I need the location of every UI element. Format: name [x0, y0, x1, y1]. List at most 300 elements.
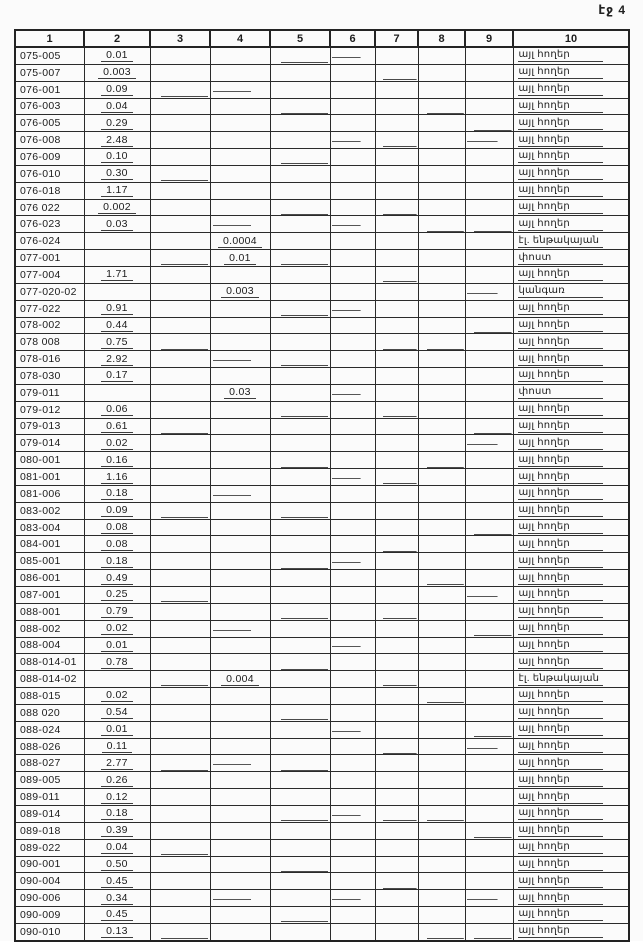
value-cell-col3 — [150, 839, 210, 856]
parcel-code-cell — [15, 216, 84, 233]
value-cell-col9 — [465, 822, 513, 839]
value-cell-col6 — [330, 233, 375, 250]
table-row — [15, 435, 629, 452]
value-cell-col9 — [465, 98, 513, 115]
table-row — [15, 165, 629, 182]
value-cell-col8 — [418, 266, 465, 283]
value-cell-col9 — [465, 519, 513, 536]
area-value: 0.09 — [101, 504, 133, 517]
value-cell-col4 — [210, 149, 270, 166]
value-cell-col3 — [150, 856, 210, 873]
value-cell-col4 — [210, 873, 270, 890]
parcel-code: 088 020 — [20, 706, 61, 719]
parcel-code: 090-004 — [20, 875, 61, 888]
value-cell-col3 — [150, 620, 210, 637]
parcel-code: 076-018 — [20, 184, 61, 197]
area-value: 0.18 — [101, 555, 133, 568]
value-cell-col3 — [150, 671, 210, 688]
value-cell-col3 — [150, 115, 210, 132]
parcel-code-cell — [15, 452, 84, 469]
value-cell-col5 — [270, 839, 330, 856]
value-cell-col4 — [210, 519, 270, 536]
value-cell-col6 — [330, 704, 375, 721]
land-type-cell — [513, 81, 629, 98]
parcel-code: 075-005 — [20, 49, 61, 62]
land-parcel-table — [14, 29, 630, 942]
value-cell-col5 — [270, 435, 330, 452]
value-cell-col2 — [84, 266, 150, 283]
value-cell-col9 — [465, 334, 513, 351]
area-value: 0.18 — [101, 487, 133, 500]
table-row — [15, 317, 629, 334]
value-cell-col7 — [375, 502, 418, 519]
value-cell-col7 — [375, 603, 418, 620]
value-cell-col9 — [465, 384, 513, 401]
parcel-code-cell — [15, 283, 84, 300]
value-cell-col8 — [418, 98, 465, 115]
value-cell-col8 — [418, 553, 465, 570]
parcel-code: 081-006 — [20, 487, 61, 500]
table-row — [15, 856, 629, 873]
table-row — [15, 755, 629, 772]
land-type-cell — [513, 890, 629, 907]
parcel-code: 088-024 — [20, 723, 61, 736]
value-cell-col5 — [270, 81, 330, 98]
value-cell-col3 — [150, 250, 210, 267]
land-type-text: այլ հողեր — [518, 572, 603, 585]
land-type-text: այլ հողեր — [518, 369, 603, 382]
parcel-code-cell — [15, 502, 84, 519]
value-cell-col3 — [150, 923, 210, 940]
value-cell-col8 — [418, 401, 465, 418]
value-cell-col6 — [330, 637, 375, 654]
value-cell-col7 — [375, 620, 418, 637]
table-row — [15, 637, 629, 654]
land-type-text: այլ հողեր — [518, 521, 603, 534]
value-cell-col2 — [84, 115, 150, 132]
value-cell-col9 — [465, 620, 513, 637]
value-cell-col6 — [330, 64, 375, 81]
value-cell-col8 — [418, 317, 465, 334]
value-cell-col5 — [270, 401, 330, 418]
parcel-code: 076-010 — [20, 167, 61, 180]
table-body — [15, 47, 629, 941]
value-cell-col2 — [84, 368, 150, 385]
value-cell-col4 — [210, 115, 270, 132]
value-cell-col9 — [465, 856, 513, 873]
value-cell-col9 — [465, 216, 513, 233]
value-cell-col3 — [150, 890, 210, 907]
table-row — [15, 536, 629, 553]
area-value: 0.01 — [101, 639, 133, 652]
value-cell-col9 — [465, 300, 513, 317]
value-cell-col2 — [84, 47, 150, 64]
value-cell-col5 — [270, 654, 330, 671]
parcel-code-cell — [15, 300, 84, 317]
value-cell-col3 — [150, 81, 210, 98]
table-row — [15, 132, 629, 149]
area-value: 0.03 — [224, 386, 256, 399]
value-cell-col3 — [150, 300, 210, 317]
area-value: 0.09 — [101, 83, 133, 96]
value-cell-col2 — [84, 81, 150, 98]
land-type-cell — [513, 536, 629, 553]
value-cell-col2 — [84, 856, 150, 873]
area-value: 1.71 — [101, 268, 133, 281]
value-cell-col7 — [375, 266, 418, 283]
value-cell-col4 — [210, 469, 270, 486]
area-value: 0.91 — [101, 302, 133, 315]
value-cell-col8 — [418, 115, 465, 132]
column-header-4: 4 — [210, 30, 270, 47]
value-cell-col5 — [270, 873, 330, 890]
parcel-code: 087-001 — [20, 588, 61, 601]
area-value: 0.54 — [101, 706, 133, 719]
land-type-text: այլ հողեր — [518, 807, 603, 820]
value-cell-col6 — [330, 283, 375, 300]
table-row — [15, 704, 629, 721]
table-row — [15, 300, 629, 317]
land-type-text: այլ հողեր — [518, 824, 603, 837]
value-cell-col9 — [465, 671, 513, 688]
value-cell-col6 — [330, 250, 375, 267]
parcel-code-cell — [15, 81, 84, 98]
area-value: 0.78 — [101, 656, 133, 669]
area-value: 0.02 — [101, 622, 133, 635]
land-type-text: այլ հողեր — [518, 639, 603, 652]
value-cell-col5 — [270, 570, 330, 587]
value-cell-col4 — [210, 165, 270, 182]
value-cell-col7 — [375, 654, 418, 671]
land-type-cell — [513, 199, 629, 216]
value-cell-col4 — [210, 688, 270, 705]
value-cell-col3 — [150, 822, 210, 839]
value-cell-col3 — [150, 536, 210, 553]
value-cell-col4 — [210, 603, 270, 620]
value-cell-col2 — [84, 772, 150, 789]
value-cell-col8 — [418, 485, 465, 502]
value-cell-col2 — [84, 536, 150, 553]
table-row — [15, 418, 629, 435]
value-cell-col9 — [465, 317, 513, 334]
value-cell-col8 — [418, 671, 465, 688]
value-cell-col3 — [150, 721, 210, 738]
value-cell-col7 — [375, 704, 418, 721]
value-cell-col3 — [150, 418, 210, 435]
parcel-code-cell — [15, 839, 84, 856]
value-cell-col2 — [84, 132, 150, 149]
parcel-code: 083-004 — [20, 521, 61, 534]
land-type-text: փոստ — [518, 252, 603, 265]
land-type-cell — [513, 637, 629, 654]
value-cell-col6 — [330, 452, 375, 469]
value-cell-col9 — [465, 890, 513, 907]
value-cell-col3 — [150, 907, 210, 924]
parcel-code: 080-001 — [20, 454, 61, 467]
parcel-code: 076-023 — [20, 218, 61, 231]
parcel-code-cell — [15, 688, 84, 705]
value-cell-col2 — [84, 519, 150, 536]
value-cell-col3 — [150, 47, 210, 64]
value-cell-col3 — [150, 873, 210, 890]
value-cell-col7 — [375, 536, 418, 553]
land-type-cell — [513, 283, 629, 300]
area-value: 0.003 — [221, 285, 259, 298]
land-type-cell — [513, 688, 629, 705]
land-type-text: այլ հողեր — [518, 268, 603, 281]
value-cell-col8 — [418, 738, 465, 755]
parcel-code-cell — [15, 704, 84, 721]
table-row — [15, 81, 629, 98]
area-value: 2.92 — [101, 353, 133, 366]
parcel-code: 076-001 — [20, 83, 61, 96]
land-type-cell — [513, 721, 629, 738]
land-type-cell — [513, 47, 629, 64]
value-cell-col6 — [330, 401, 375, 418]
table-row — [15, 98, 629, 115]
value-cell-col4 — [210, 671, 270, 688]
parcel-code: 089-011 — [20, 791, 60, 804]
value-cell-col7 — [375, 721, 418, 738]
land-type-text: այլ հողեր — [518, 302, 603, 315]
value-cell-col6 — [330, 317, 375, 334]
value-cell-col2 — [84, 250, 150, 267]
value-cell-col8 — [418, 822, 465, 839]
value-cell-col3 — [150, 452, 210, 469]
parcel-code: 083-002 — [20, 504, 61, 517]
value-cell-col3 — [150, 805, 210, 822]
value-cell-col7 — [375, 671, 418, 688]
value-cell-col9 — [465, 182, 513, 199]
parcel-code: 090-010 — [20, 925, 61, 938]
value-cell-col5 — [270, 688, 330, 705]
area-value: 0.45 — [101, 875, 133, 888]
value-cell-col5 — [270, 300, 330, 317]
land-type-cell — [513, 149, 629, 166]
value-cell-col2 — [84, 149, 150, 166]
value-cell-col6 — [330, 351, 375, 368]
land-type-text: այլ հողեր — [518, 336, 603, 349]
area-value: 0.29 — [101, 117, 133, 130]
table-row — [15, 182, 629, 199]
value-cell-col2 — [84, 485, 150, 502]
land-type-cell — [513, 351, 629, 368]
value-cell-col4 — [210, 452, 270, 469]
parcel-code-cell — [15, 654, 84, 671]
value-cell-col6 — [330, 553, 375, 570]
area-value: 0.01 — [224, 252, 256, 265]
value-cell-col8 — [418, 132, 465, 149]
table-row — [15, 469, 629, 486]
area-value: 0.02 — [101, 689, 133, 702]
value-cell-col7 — [375, 452, 418, 469]
land-type-cell — [513, 755, 629, 772]
value-cell-col9 — [465, 149, 513, 166]
land-type-text: այլ հողեր — [518, 706, 603, 719]
value-cell-col7 — [375, 149, 418, 166]
header-row — [15, 30, 629, 47]
value-cell-col4 — [210, 553, 270, 570]
value-cell-col3 — [150, 384, 210, 401]
table-row — [15, 452, 629, 469]
value-cell-col2 — [84, 822, 150, 839]
value-cell-col8 — [418, 923, 465, 940]
land-type-cell — [513, 165, 629, 182]
area-value: 0.04 — [101, 841, 133, 854]
column-header-6: 6 — [330, 30, 375, 47]
value-cell-col9 — [465, 165, 513, 182]
value-cell-col7 — [375, 165, 418, 182]
area-value: 0.04 — [101, 100, 133, 113]
table-row — [15, 485, 629, 502]
value-cell-col3 — [150, 317, 210, 334]
value-cell-col9 — [465, 233, 513, 250]
parcel-code-cell — [15, 890, 84, 907]
value-cell-col3 — [150, 401, 210, 418]
land-type-cell — [513, 789, 629, 806]
value-cell-col2 — [84, 216, 150, 233]
value-cell-col8 — [418, 637, 465, 654]
land-type-cell — [513, 334, 629, 351]
value-cell-col9 — [465, 435, 513, 452]
value-cell-col6 — [330, 98, 375, 115]
value-cell-col5 — [270, 603, 330, 620]
land-type-cell — [513, 250, 629, 267]
table-row — [15, 805, 629, 822]
table-row — [15, 47, 629, 64]
land-type-cell — [513, 620, 629, 637]
value-cell-col9 — [465, 351, 513, 368]
value-cell-col8 — [418, 519, 465, 536]
column-header-7: 7 — [375, 30, 418, 47]
value-cell-col8 — [418, 216, 465, 233]
value-cell-col8 — [418, 587, 465, 604]
land-type-cell — [513, 603, 629, 620]
value-cell-col7 — [375, 805, 418, 822]
area-value: 0.004 — [221, 673, 259, 686]
value-cell-col8 — [418, 839, 465, 856]
value-cell-col3 — [150, 519, 210, 536]
land-type-cell — [513, 469, 629, 486]
parcel-code: 078 008 — [20, 336, 61, 349]
value-cell-col7 — [375, 469, 418, 486]
value-cell-col5 — [270, 283, 330, 300]
table-row — [15, 553, 629, 570]
land-type-cell — [513, 401, 629, 418]
value-cell-col5 — [270, 368, 330, 385]
value-cell-col2 — [84, 570, 150, 587]
area-value: 0.02 — [101, 437, 133, 450]
land-type-text: այլ հողեր — [518, 605, 603, 618]
value-cell-col3 — [150, 704, 210, 721]
table-row — [15, 738, 629, 755]
parcel-code-cell — [15, 519, 84, 536]
area-value: 0.17 — [101, 369, 133, 382]
value-cell-col6 — [330, 469, 375, 486]
value-cell-col2 — [84, 620, 150, 637]
table-row — [15, 721, 629, 738]
value-cell-col4 — [210, 587, 270, 604]
land-type-cell — [513, 384, 629, 401]
land-type-text: այլ հողեր — [518, 622, 603, 635]
value-cell-col9 — [465, 755, 513, 772]
value-cell-col2 — [84, 671, 150, 688]
parcel-code: 079-011 — [20, 386, 60, 399]
land-type-cell — [513, 805, 629, 822]
land-type-text: այլ հողեր — [518, 167, 603, 180]
value-cell-col9 — [465, 789, 513, 806]
land-type-cell — [513, 300, 629, 317]
value-cell-col7 — [375, 47, 418, 64]
parcel-code: 088-001 — [20, 605, 61, 618]
value-cell-col2 — [84, 587, 150, 604]
parcel-code-cell — [15, 98, 84, 115]
value-cell-col7 — [375, 789, 418, 806]
value-cell-col2 — [84, 199, 150, 216]
value-cell-col9 — [465, 603, 513, 620]
value-cell-col9 — [465, 266, 513, 283]
value-cell-col9 — [465, 47, 513, 64]
value-cell-col6 — [330, 721, 375, 738]
value-cell-col5 — [270, 418, 330, 435]
value-cell-col4 — [210, 856, 270, 873]
table-row — [15, 115, 629, 132]
area-value: 0.16 — [101, 454, 133, 467]
value-cell-col8 — [418, 704, 465, 721]
area-value: 0.0004 — [218, 235, 262, 248]
land-type-text: այլ հողեր — [518, 925, 603, 938]
parcel-code: 075-007 — [20, 66, 61, 79]
parcel-code-cell — [15, 233, 84, 250]
table-row — [15, 603, 629, 620]
value-cell-col2 — [84, 435, 150, 452]
value-cell-col7 — [375, 856, 418, 873]
land-type-text: այլ հողեր — [518, 791, 603, 804]
value-cell-col2 — [84, 688, 150, 705]
value-cell-col5 — [270, 98, 330, 115]
value-cell-col5 — [270, 334, 330, 351]
value-cell-col4 — [210, 384, 270, 401]
value-cell-col7 — [375, 907, 418, 924]
value-cell-col8 — [418, 334, 465, 351]
value-cell-col6 — [330, 216, 375, 233]
land-type-text: այլ հողեր — [518, 757, 603, 770]
table-row — [15, 502, 629, 519]
area-value: 0.18 — [101, 807, 133, 820]
parcel-code-cell — [15, 334, 84, 351]
value-cell-col3 — [150, 603, 210, 620]
value-cell-col9 — [465, 283, 513, 300]
value-cell-col2 — [84, 704, 150, 721]
land-type-text: այլ հողեր — [518, 740, 603, 753]
parcel-code-cell — [15, 182, 84, 199]
table-row — [15, 64, 629, 81]
land-type-text: էլ. ենթակայան — [518, 235, 603, 248]
area-value: 0.13 — [101, 925, 133, 938]
value-cell-col5 — [270, 165, 330, 182]
table-row — [15, 384, 629, 401]
land-type-text: այլ հողեր — [518, 201, 603, 214]
value-cell-col4 — [210, 233, 270, 250]
value-cell-col6 — [330, 132, 375, 149]
parcel-code-cell — [15, 587, 84, 604]
area-value: 1.16 — [101, 471, 133, 484]
land-type-text: այլ հողեր — [518, 184, 603, 197]
value-cell-col4 — [210, 822, 270, 839]
value-cell-col6 — [330, 300, 375, 317]
parcel-code-cell — [15, 165, 84, 182]
value-cell-col7 — [375, 283, 418, 300]
